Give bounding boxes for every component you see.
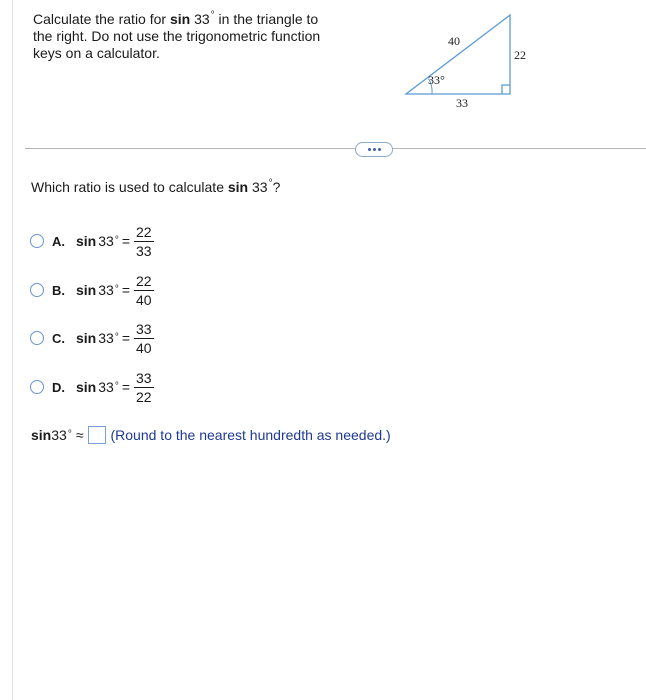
answer-input[interactable]	[88, 426, 106, 444]
option-c-equals: =	[121, 330, 130, 346]
option-b-denominator: 40	[136, 291, 152, 308]
prompt-text: Calculate the ratio for	[33, 11, 170, 27]
option-c-radio[interactable]	[30, 331, 44, 345]
section-divider	[25, 148, 646, 149]
question-text	[31, 179, 280, 195]
option-c-sin: sin	[76, 330, 97, 346]
option-b-sin: sin	[76, 282, 97, 298]
prompt-sin: sin	[169, 11, 191, 27]
fraction-bar	[134, 338, 154, 339]
option-d-equals: =	[121, 379, 130, 395]
ellipsis-icon-dot-2	[373, 148, 376, 151]
prompt-angle: 33	[190, 11, 210, 27]
more-options-button[interactable]	[355, 142, 393, 157]
question-angle: 33	[248, 179, 268, 195]
answer-row: sin 33 ° ≈ (Round to the nearest hundredth as needed.)	[31, 427, 391, 443]
option-a-numerator: 22	[136, 223, 152, 240]
answer-angle: 33	[51, 427, 67, 443]
fraction-bar	[134, 387, 154, 388]
option-a-letter: A.	[52, 233, 65, 249]
ellipsis-icon	[368, 148, 371, 151]
option-b[interactable]: B. sin 33 ° = $\frac{22}{40}$	[30, 270, 154, 310]
option-b-radio[interactable]	[30, 283, 44, 297]
prompt-degree: °	[210, 10, 215, 21]
option-d-sin: sin	[76, 379, 97, 395]
option-c-fraction	[134, 321, 154, 356]
option-a-angle: 33	[98, 233, 114, 249]
option-a-equals: =	[121, 233, 130, 249]
option-a-radio[interactable]	[30, 234, 44, 248]
option-d[interactable]: D. sin 33 ° = $\frac{33}{22}$	[30, 367, 154, 407]
option-c[interactable]: C. sin 33 ° = $\frac{33}{40}$	[30, 318, 154, 358]
option-b-letter: B.	[52, 282, 65, 298]
adjacent-label: 33	[456, 96, 468, 110]
option-c-angle: 33	[98, 330, 114, 346]
option-a-fraction	[134, 224, 154, 259]
left-border	[12, 0, 13, 700]
option-d-letter: D.	[52, 379, 65, 395]
option-c-numerator: 33	[136, 320, 152, 337]
option-a-sin: sin	[76, 233, 97, 249]
right-triangle-figure	[402, 12, 542, 112]
option-d-fraction	[134, 370, 154, 405]
ellipsis-icon-dot-3	[378, 148, 381, 151]
question-sin: sin	[227, 179, 249, 195]
hypotenuse-label: 40	[448, 34, 460, 48]
option-b-numerator: 22	[136, 272, 152, 289]
option-c-letter: C.	[52, 330, 65, 346]
question-prefix: Which ratio is used to calculate	[31, 179, 228, 195]
option-b-equals: =	[121, 282, 130, 298]
option-b-fraction	[134, 273, 154, 308]
question-suffix: ?	[272, 179, 281, 195]
opposite-label: 22	[514, 48, 526, 62]
option-a-denominator: 33	[136, 242, 152, 259]
option-a[interactable]: A. sin 33 ° = $\frac{22}{33}$	[30, 221, 154, 261]
prompt-text-rest: in the triangle to the right. Do not use the trigonometric function keys on a calculator.	[33, 11, 321, 61]
fraction-bar	[134, 241, 154, 242]
option-d-radio[interactable]	[30, 380, 44, 394]
triangle-shape	[406, 15, 510, 94]
option-c-denominator: 40	[136, 339, 152, 356]
answer-sin: sin	[31, 427, 52, 443]
question-degree: °	[268, 178, 273, 189]
fraction-bar	[134, 290, 154, 291]
option-b-angle: 33	[98, 282, 114, 298]
right-angle-marker	[502, 85, 510, 94]
approx-symbol: ≈	[75, 427, 84, 443]
rounding-note: (Round to the nearest hundredth as needed.)	[110, 427, 391, 443]
option-d-angle: 33	[98, 379, 114, 395]
option-d-denominator: 22	[136, 388, 152, 405]
angle-label: 33°	[428, 73, 445, 87]
option-d-numerator: 33	[136, 369, 152, 386]
problem-prompt	[33, 11, 333, 62]
